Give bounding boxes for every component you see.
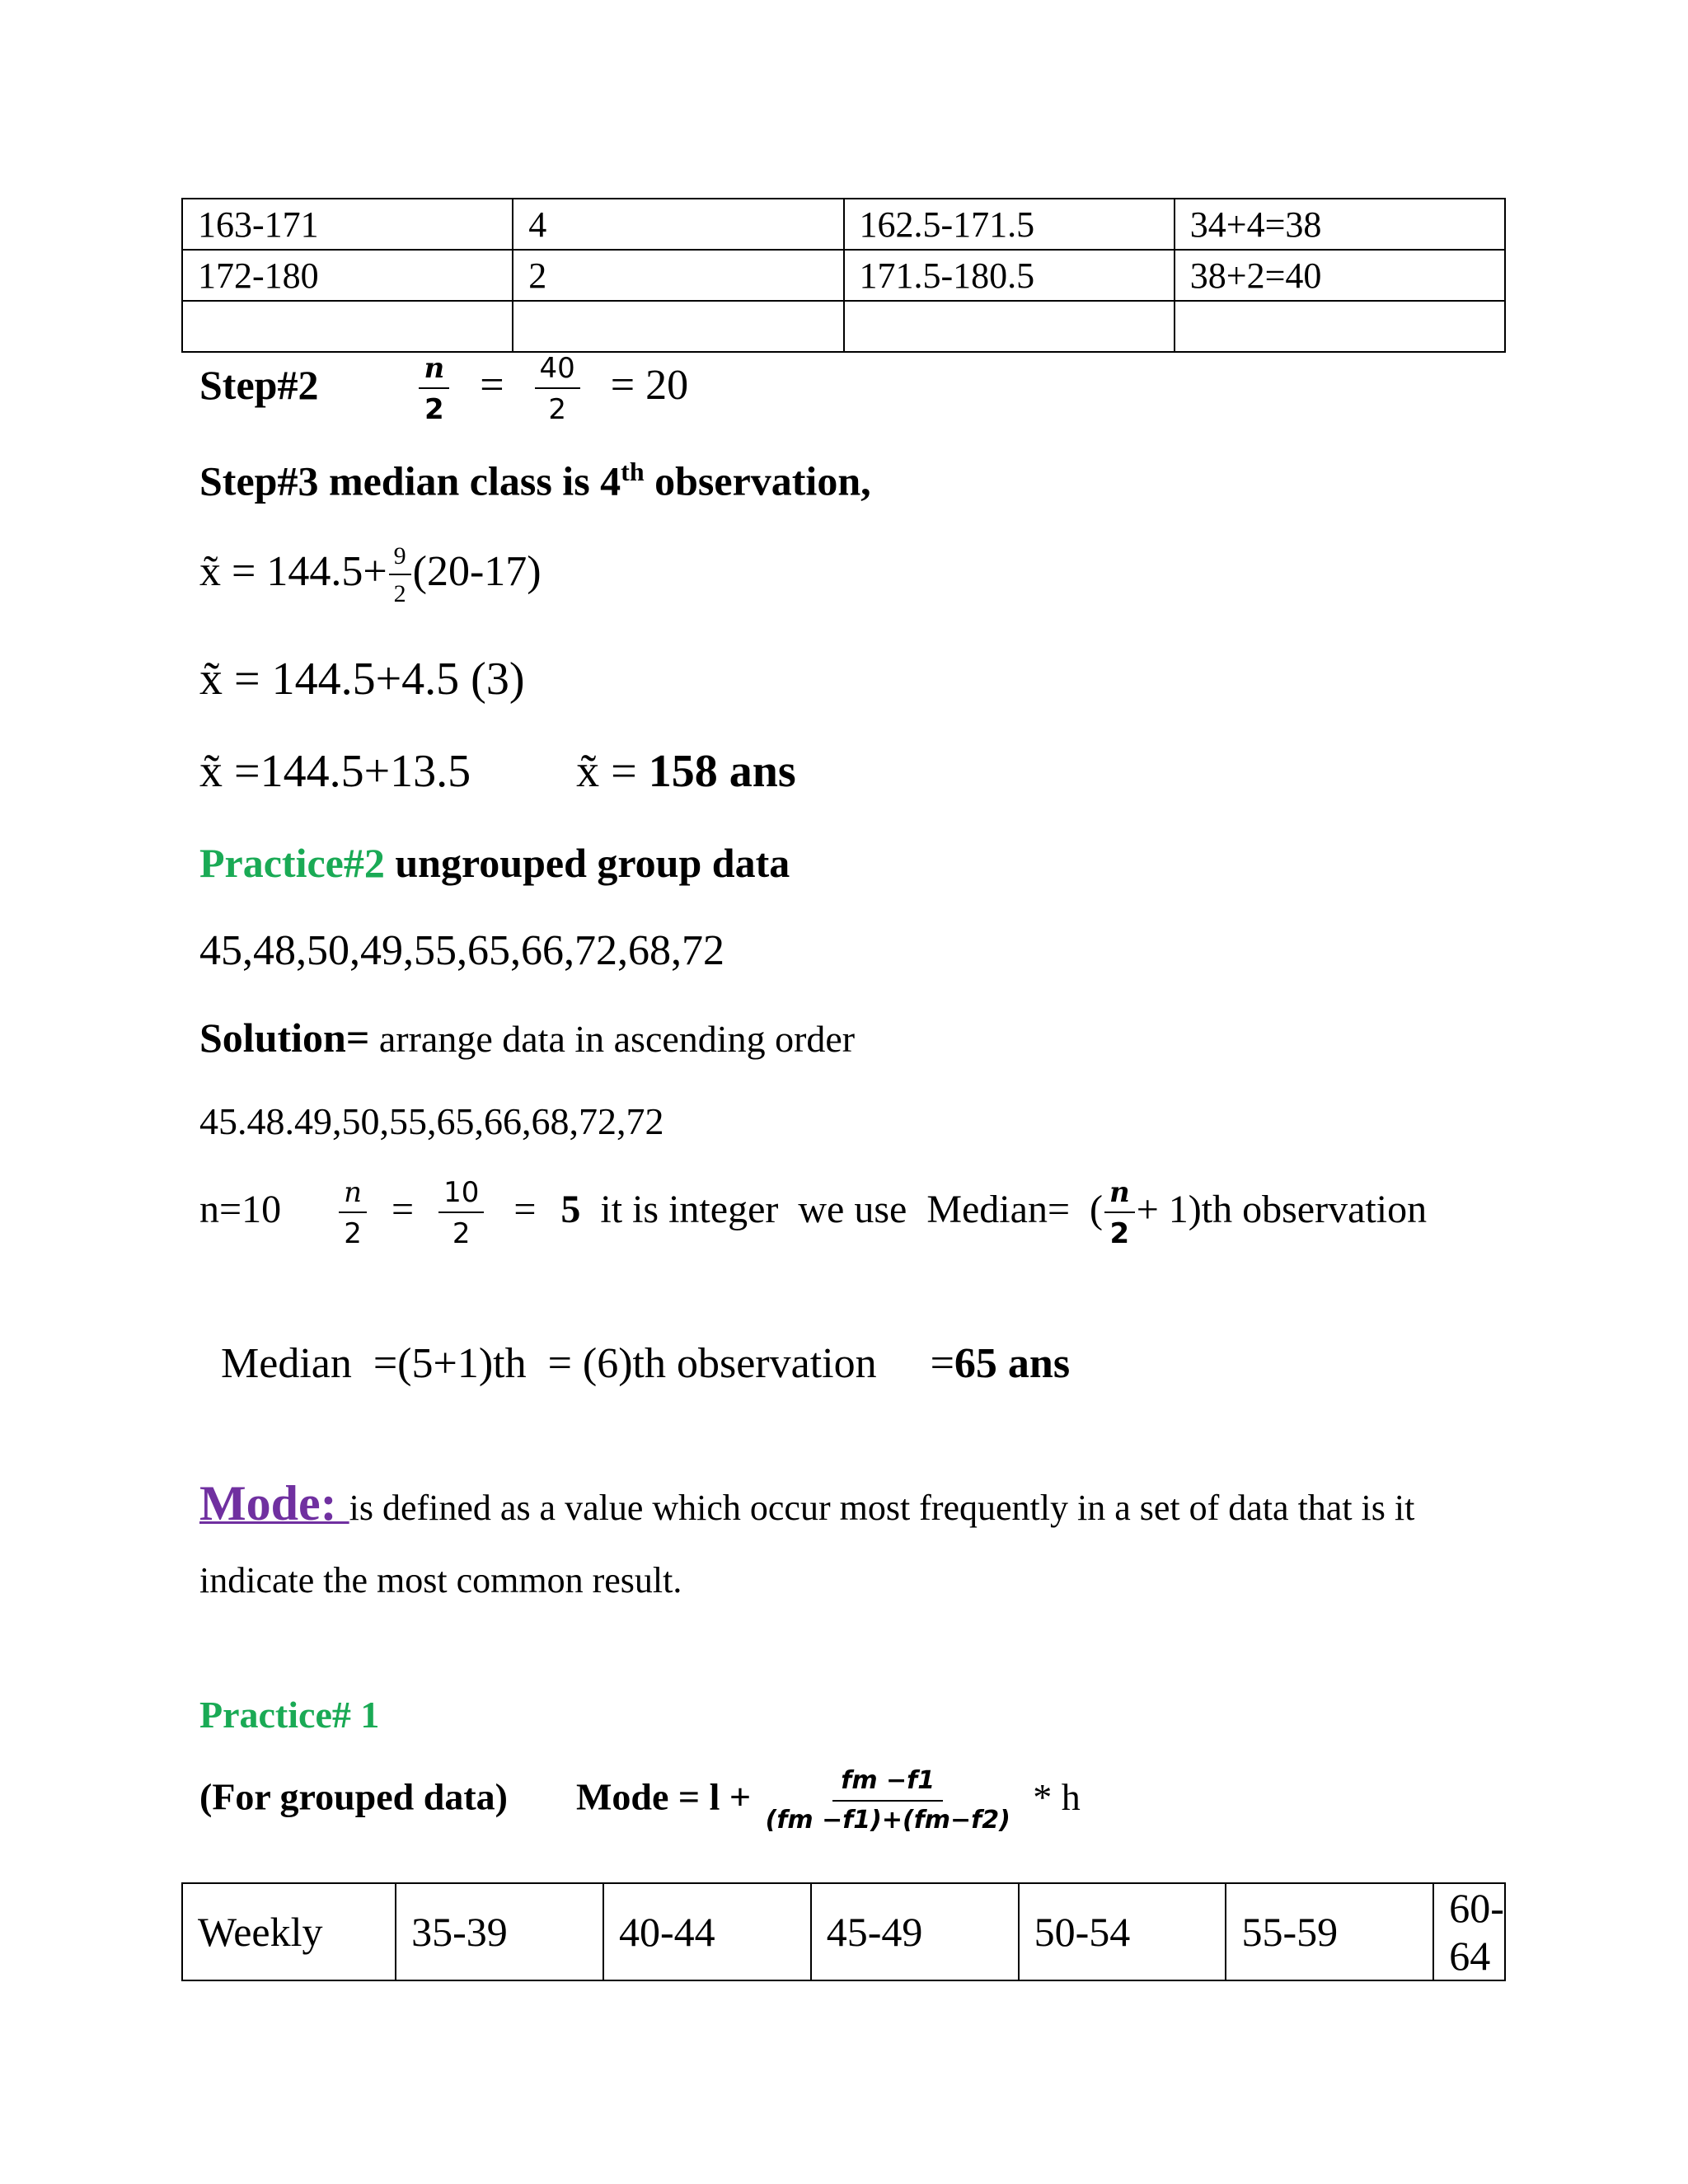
- table-cell: 38+2=40: [1175, 250, 1505, 301]
- table-cell: [844, 301, 1175, 352]
- step2-line: [199, 354, 688, 424]
- practice1-heading: Practice# 1: [199, 1694, 380, 1736]
- table-cell: 171.5-180.5: [844, 250, 1175, 301]
- table-cell: 35-39: [396, 1883, 603, 1980]
- mode-formula: (For grouped data) Mode = l + $\frac{fm -f1}{(fm -f1)+(fm-f2)}$ * h: [199, 1766, 1081, 1835]
- median-equation-1: x̃ = 144.5+ $\frac{9}{2}$ (20-17): [199, 542, 542, 607]
- n-line: n=10 $\frac{n}{2}$ = $\frac{10}{2}$ = 5 it is integer we use Median= ( $\frac{n}{2}$ + 1)th observation: [199, 1176, 1428, 1250]
- step2-result: = 20: [610, 361, 689, 409]
- sorted-data: 45.48.49,50,55,65,66,68,72,72: [199, 1100, 664, 1142]
- mode-heading: Mode:: [199, 1476, 349, 1530]
- table-cell: 50-54: [1019, 1883, 1226, 1980]
- table-cell: 40-44: [603, 1883, 811, 1980]
- fraction: $\frac{n}{2}$: [419, 354, 449, 424]
- table-cell: [1175, 301, 1505, 352]
- step2-label: Step#2: [199, 361, 319, 408]
- table-cell: 162.5-171.5: [844, 199, 1175, 250]
- table-cell: 45-49: [811, 1883, 1019, 1980]
- table-cell: 4: [513, 199, 843, 250]
- practice2-heading: Practice#2 ungrouped group data: [199, 840, 790, 886]
- solution-line: Solution= arrange data in ascending order: [199, 1015, 856, 1061]
- table-row: [182, 250, 1505, 301]
- table-cell: [513, 301, 843, 352]
- fraction: $\frac{n}{2}$: [1104, 1179, 1135, 1248]
- fraction: $\frac{40}{2}$: [535, 354, 580, 424]
- table-cell: 34+4=38: [1175, 199, 1505, 250]
- table-cell: Weekly: [182, 1883, 396, 1980]
- raw-data: 45,48,50,49,55,65,66,72,68,72: [199, 927, 724, 974]
- table-cell: 172-180: [182, 250, 513, 301]
- mode-definition: Mode: is defined as a value which occur most frequently in a set of data that is it indicate the most common result.: [199, 1476, 1415, 1601]
- fraction: $\frac{fm -f1}{(fm -f1)+(fm-f2)}$: [765, 1766, 1010, 1835]
- table-row: [182, 199, 1505, 250]
- fraction: $\frac{10}{2}$: [438, 1179, 484, 1248]
- equals-sign: =: [480, 361, 504, 409]
- step3-line: Step#3 median class is 4th observation,: [199, 457, 871, 504]
- median-answer: 158 ans: [648, 746, 796, 797]
- fraction: $\frac{9}{2}$: [389, 544, 411, 607]
- median-answer: 65 ans: [954, 1340, 1071, 1387]
- class-table: [181, 198, 1506, 353]
- table-cell: 163-171: [182, 199, 513, 250]
- median-equation-2: x̃ = 144.5+4.5 (3): [199, 654, 525, 705]
- table-cell: [182, 301, 513, 352]
- fraction: $\frac{n}{2}$: [339, 1179, 367, 1248]
- median-equation-3: x̃ =144.5+13.5 x̃ = 158 ans: [199, 746, 796, 797]
- median-result-line: Median =(5+1)th = (6)th observation =65 ans: [221, 1340, 1071, 1387]
- table-cell: 2: [513, 250, 843, 301]
- table-cell: 55-59: [1226, 1883, 1433, 1980]
- weekly-table: [181, 1882, 1506, 1981]
- table-row: [182, 301, 1505, 352]
- table-cell: 60-64: [1433, 1883, 1505, 1980]
- table-row: [182, 1883, 1505, 1980]
